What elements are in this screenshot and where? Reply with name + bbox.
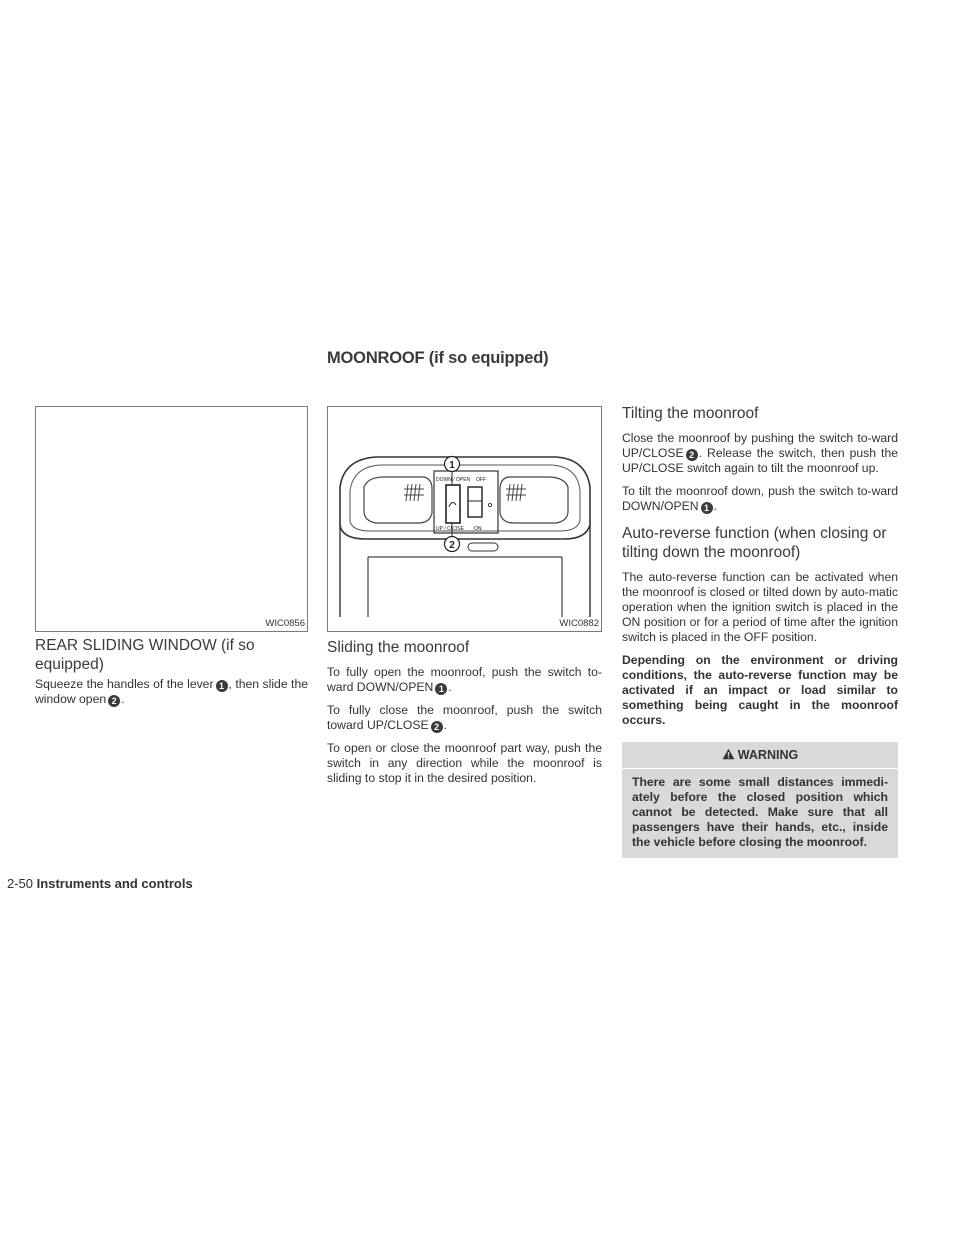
sliding-moonroof-heading: Sliding the moonroof bbox=[327, 639, 470, 656]
tilting-paragraph-1 bbox=[622, 431, 898, 476]
text-run: . bbox=[443, 718, 447, 732]
callout-1: 1 bbox=[449, 460, 455, 471]
up-close-label: UP / CLOSE bbox=[436, 526, 464, 532]
on-label: ON bbox=[474, 526, 482, 532]
sliding-paragraph-3: To open or close the moonroof part way, push the switch in any direction while the moonroof is sliding to stop it in the desired position. bbox=[327, 741, 602, 785]
callout-2: 2 bbox=[449, 540, 455, 551]
callout-number-icon: 2 bbox=[686, 449, 698, 461]
callout-number-icon: 2 bbox=[431, 721, 443, 733]
off-label: OFF bbox=[476, 477, 486, 483]
warning-box bbox=[622, 742, 898, 858]
sliding-paragraph-2 bbox=[327, 703, 602, 733]
figure-moonroof-switch bbox=[327, 406, 602, 632]
text-run: To tilt the moonroof down, push the switch to-ward DOWN/OPEN bbox=[622, 484, 898, 513]
tilting-section bbox=[622, 404, 898, 858]
auto-reverse-note: Depending on the environment or driving conditions, the auto-reverse function may be activated if an impact or load similar to something being caught in the moonroof occurs. bbox=[622, 653, 898, 727]
tilting-paragraph-2 bbox=[622, 484, 898, 514]
text-run: . bbox=[448, 680, 452, 694]
rear-sliding-window-heading: REAR SLIDING WINDOW (if so equipped) bbox=[35, 637, 255, 673]
callout-number-icon: 1 bbox=[435, 683, 447, 695]
text-run: To fully open the moonroof, push the switch to-ward DOWN/OPEN bbox=[327, 665, 602, 694]
chapter-title: Instruments and controls bbox=[36, 876, 193, 891]
warning-text: There are some small distances immedi-ately before the closed position which cannot be detected. Make sure that all passengers have their hands, etc., inside the vehicle before closing the moonroof. bbox=[632, 775, 888, 849]
warning-icon bbox=[722, 748, 735, 760]
sliding-paragraph-1 bbox=[327, 665, 602, 695]
down-open-label: DOWN / OPEN bbox=[436, 477, 471, 483]
text-run: Close the moonroof by pushing the switch to-ward UP/CLOSE bbox=[622, 431, 898, 460]
text-run: , then slide the window open bbox=[35, 677, 308, 706]
callout-number-icon: 2 bbox=[108, 695, 120, 707]
page-footer bbox=[7, 876, 193, 891]
warning-header bbox=[622, 748, 898, 769]
rear-sliding-window-body bbox=[35, 677, 308, 715]
text-run: . bbox=[121, 692, 125, 706]
text-run: Squeeze the handles of the lever bbox=[35, 677, 214, 691]
section-title: MOONROOF (if so equipped) bbox=[327, 349, 549, 367]
figure-code: WIC0856 bbox=[265, 618, 305, 629]
page-number: 2-50 bbox=[7, 876, 34, 891]
text-run: . bbox=[713, 499, 717, 513]
tilting-moonroof-heading: Tilting the moonroof bbox=[622, 405, 759, 422]
auto-reverse-paragraph: The auto-reverse function can be activated when the moonroof is closed or tilted down by auto-matic operation when the ignition switch is placed in the ON position or for a period of time after the ignition switch is placed in the OFF position. bbox=[622, 570, 898, 644]
callout-number-icon: 1 bbox=[701, 502, 713, 514]
moonroof-switch-illustration bbox=[328, 407, 601, 617]
figure-code: WIC0882 bbox=[559, 618, 599, 629]
text-run: To fully close the moonroof, push the switch toward UP/CLOSE bbox=[327, 703, 602, 732]
text-run: . Release the switch, then push the UP/CLOSE switch again to tilt the moonroof up. bbox=[622, 446, 898, 475]
callout-number-icon: 1 bbox=[216, 680, 228, 692]
rear-sliding-window-paragraph bbox=[35, 677, 308, 707]
warning-title: WARNING bbox=[737, 748, 799, 762]
sliding-moonroof-section bbox=[327, 638, 602, 794]
auto-reverse-heading: Auto-reverse function (when closing or tilting down the moonroof) bbox=[622, 525, 887, 561]
figure-rear-sliding-window bbox=[35, 406, 308, 632]
